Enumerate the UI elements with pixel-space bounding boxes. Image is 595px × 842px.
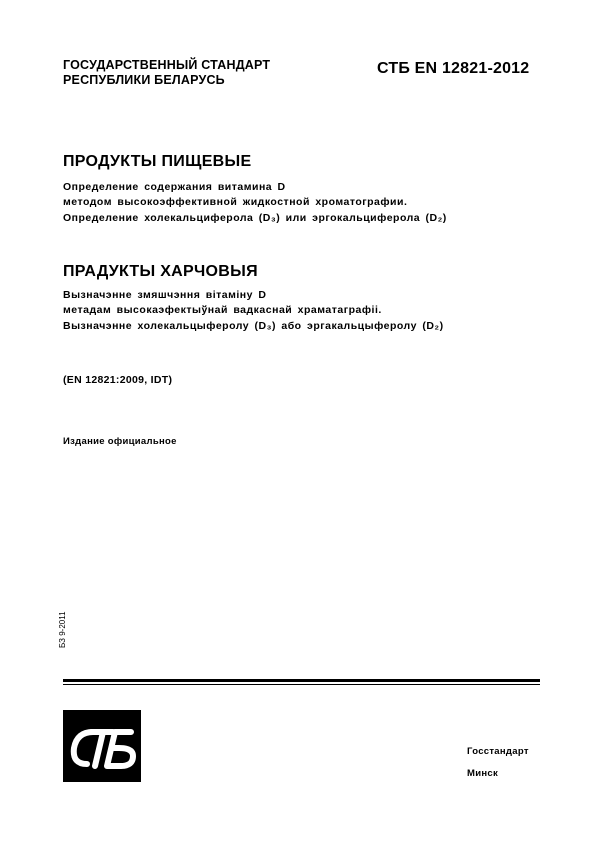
issuer-line2: РЕСПУБЛИКИ БЕЛАРУСЬ	[63, 73, 225, 87]
stb-logo	[63, 710, 141, 782]
side-note: БЗ 9-2011	[58, 611, 67, 648]
subtitle-by-line3: Вызначэнне холекальцыферолу (D₃) або эргакальцыферолу (D₂)	[63, 320, 444, 332]
subtitle-by-line1: Вызначэнне змяшчэння вітаміну D	[63, 289, 267, 301]
edition-note: Издание официальное	[63, 436, 177, 447]
rule-thin	[63, 684, 540, 685]
publisher-name: Госстандарт	[467, 746, 529, 757]
subtitle-ru-line3: Определение холекальциферола (D₃) или эргокальциферола (D₂)	[63, 212, 447, 224]
rule-thick	[63, 679, 540, 682]
subtitle-by-line2: метадам высокаэфектыўнай вадкаснай храматаграфіі.	[63, 304, 382, 316]
title-by: ПРАДУКТЫ ХАРЧОВЫЯ	[63, 263, 258, 280]
issuer-line1: ГОСУДАРСТВЕННЫЙ СТАНДАРТ	[63, 58, 271, 72]
publisher-city: Минск	[467, 768, 499, 779]
standard-code: СТБ EN 12821-2012	[377, 60, 530, 77]
subtitle-ru-line2: методом высокоэффективной жидкостной хроматографии.	[63, 196, 408, 208]
stb-logo-icon	[63, 710, 141, 782]
title-ru: ПРОДУКТЫ ПИЩЕВЫЕ	[63, 153, 252, 170]
identity-note: (EN 12821:2009, IDT)	[63, 374, 173, 386]
subtitle-ru-line1: Определение содержания витамина D	[63, 181, 286, 193]
